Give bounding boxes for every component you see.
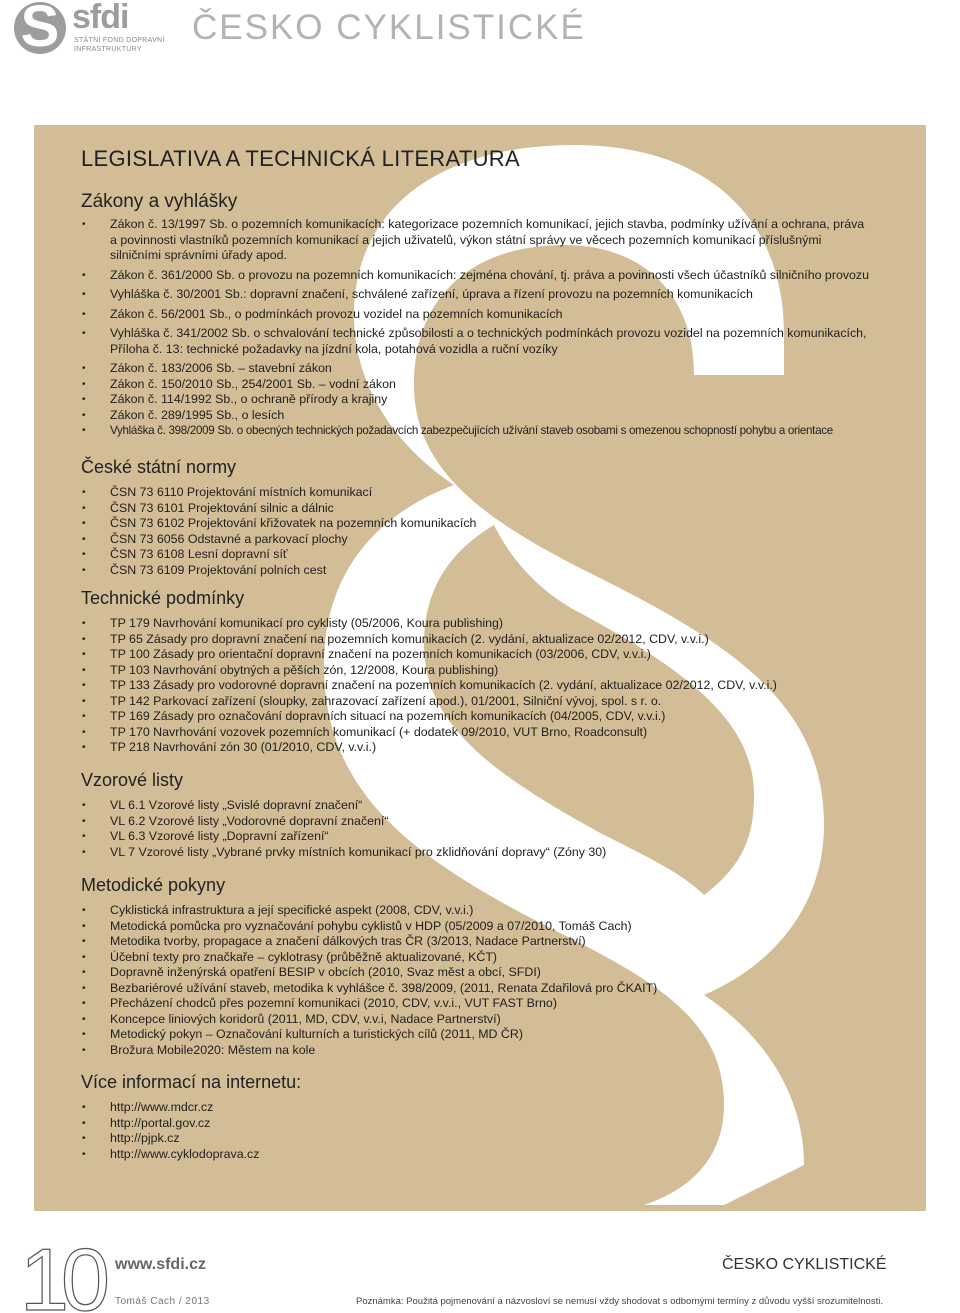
list-item: • TP 142 Parkovací zařízení (sloupky, zahrazovací zařízení apod.), 01/2001, Silniční vývoj, spol. s r. o.: [81, 694, 871, 710]
link-mdcr[interactable]: • http://www.mdcr.cz: [81, 1100, 871, 1116]
footer-author: Tomáš Cach / 2013: [115, 1296, 210, 1307]
footer-note: Poznámka: Použitá pojmenování a názvosloví se nemusí vždy shodovat s odbornými termíny z důvodu vyšší srozumitelnosti.: [356, 1296, 883, 1307]
list-item: • ČSN 73 6109 Projektování polních cest: [81, 563, 871, 579]
list-item: • Metodická pomůcka pro vyznačování pohybu cyklistů v HDP (05/2009 a 07/2010, Tomáš Cach): [81, 919, 871, 935]
list-item: • Zákon č. 289/1995 Sb., o lesích: [81, 408, 871, 424]
guides-list: [81, 903, 871, 1058]
list-item: • VL 7 Vzorové listy „Vybrané prvky místních komunikací pro zklidňování dopravy“ (Zóny 30): [81, 845, 871, 861]
logo-name: sfdi: [72, 0, 129, 36]
list-item: • ČSN 73 6102 Projektování křižovatek na pozemních komunikacích: [81, 516, 871, 532]
list-item: • Zákon č. 114/1992 Sb., o ochraně přírody a krajiny: [81, 392, 871, 408]
list-item: • TP 65 Zásady pro dopravní značení na pozemních komunikacích (2. vydání, aktualizace 02/2012, CDV, v.v.i.): [81, 632, 871, 648]
list-item: • VL 6.2 Vzorové listy „Vodorovné dopravní značení“: [81, 814, 871, 830]
sheets-heading: Vzorové listy: [81, 770, 184, 790]
section-guides: [81, 875, 871, 1058]
logo-subtitle-2: INFRASTRUKTURY: [74, 46, 142, 53]
link-cyklodoprava[interactable]: • http://www.cyklodoprava.cz: [81, 1147, 871, 1163]
list-item: • Metodika tvorby, propagace a značení dálkových tras ČR (3/2013, Nadace Partnerství): [81, 934, 871, 950]
list-item: • Přecházení chodců přes pozemní komunikaci (2010, CDV, v.v.i., VUT FAST Brno): [81, 996, 871, 1012]
norms-list: [81, 485, 871, 578]
section-sheets: [81, 770, 871, 860]
list-item: • TP 169 Zásady pro označování dopravních situací na pozemních komunikacích (04/2005, CDV, v.v.i.): [81, 709, 871, 725]
list-item: • ČSN 73 6110 Projektování místních komunikací: [81, 485, 871, 501]
list-item: • TP 133 Zásady pro vodorovné dopravní značení na pozemních komunikacích (2. vydání, aktualizace 02/2012, CDV, v.v.i.): [81, 678, 871, 694]
list-item: • Vyhláška č. 30/2001 Sb.: dopravní značení, schválené zařízení, úprava a řízení provozu na pozemních komunikacích: [81, 287, 871, 303]
list-item: • Metodický pokyn – Označování kulturních a turistických cílů (2011, MD ČR): [81, 1027, 871, 1043]
list-item: • Koncepce liniových koridorů (2011, MD, CDV, v.v.i, Nadace Partnerství): [81, 1012, 871, 1028]
links-list: [81, 1100, 871, 1162]
section-links: [81, 1072, 871, 1162]
footer-website[interactable]: www.sfdi.cz: [115, 1256, 206, 1273]
list-item: • Zákon č. 13/1997 Sb. o pozemních komunikacích: kategorizace pozemních komunikací, jejich stavba, podmínky užívání a ochrana, práva a povinnosti vlastníků pozemních komunikací a jejich uživatelů, výkon státní správy ve věcech pozemních komunikací příslušnými silničními správními úřady apod.: [81, 217, 871, 264]
list-item: • Zákon č. 56/2001 Sb., o podmínkách provozu vozidel na pozemních komunikacích: [81, 307, 871, 323]
logo-letter: S: [20, 0, 60, 59]
sfdi-logo-mark: [14, 0, 66, 59]
list-item: • Vyhláška č. 398/2009 Sb. o obecných technických požadavcích zabezpečujících užívání staveb osobami s omezenou schopností pohybu a orientace: [81, 423, 871, 439]
norms-heading: České státní normy: [81, 457, 237, 477]
list-item: • Zákon č. 183/2006 Sb. – stavební zákon: [81, 361, 871, 377]
section-tech: [81, 588, 871, 756]
list-item: • Účební texty pro značkaře – cyklotrasy (průběžně aktualizované, KČT): [81, 950, 871, 966]
laws-list: [81, 217, 871, 357]
svg-text:10: 10: [20, 1242, 102, 1312]
main-title-wrap: [81, 146, 520, 172]
sfdi-logo: [14, 0, 174, 59]
list-item: • Zákon č. 150/2010 Sb., 254/2001 Sb. – vodní zákon: [81, 377, 871, 393]
link-pjpk[interactable]: • http://pjpk.cz: [81, 1131, 871, 1147]
footer-title: ČESKO CYKLISTICKÉ: [722, 1256, 887, 1273]
list-item: • ČSN 73 6056 Odstavné a parkovací plochy: [81, 532, 871, 548]
list-item: • Dopravně inženýrská opatření BESIP v obcích (2010, Svaz měst a obcí, SFDI): [81, 965, 871, 981]
section-norms: [81, 457, 871, 578]
list-item: • VL 6.1 Vzorové listy „Svislé dopravní značení“: [81, 798, 871, 814]
list-item: • ČSN 73 6101 Projektování silnic a dálnic: [81, 501, 871, 517]
list-item: • Brožura Mobile2020: Městem na kole: [81, 1043, 871, 1059]
list-item: • Vyhláška č. 341/2002 Sb. o schvalování technické způsobilosti a o technických podmínkách provozu vozidel na pozemních komunikacích, Příloha č. 13: technické požadavky na jízdní kola, potahová vozidla a ruční vozíky: [81, 326, 871, 357]
main-title: LEGISLATIVA A TECHNICKÁ LITERATURA: [81, 146, 520, 171]
list-item: • ČSN 73 6108 Lesní dopravní síť: [81, 547, 871, 563]
page-number: [20, 1242, 110, 1312]
tech-heading: Technické podmínky: [81, 588, 245, 608]
laws-list-2: [81, 361, 871, 439]
list-item: • TP 170 Navrhování vozovek pozemních komunikací (+ dodatek 09/2010, VUT Brno, Roadconsult): [81, 725, 871, 741]
section-laws: [81, 191, 871, 439]
list-item: • TP 103 Navrhování obytných a pěších zón, 12/2008, Koura publishing): [81, 663, 871, 679]
list-item: • VL 6.3 Vzorové listy „Dopravní zařízení“: [81, 829, 871, 845]
list-item: • TP 100 Zásady pro orientační dopravní značení na pozemních komunikacích (03/2006, CDV, v.v.i.): [81, 647, 871, 663]
link-portal[interactable]: • http://portal.gov.cz: [81, 1116, 871, 1132]
logo-subtitle-1: STÁTNÍ FOND DOPRAVNÍ: [74, 37, 165, 44]
list-item: • Cyklistická infrastruktura a její specifické aspekt (2008, CDV, v.v.i.): [81, 903, 871, 919]
laws-heading: Zákony a vyhlášky: [81, 191, 238, 212]
list-item: • Bezbariérové užívání staveb, metodika k vyhlášce č. 398/2009, (2011, Renata Zdařilová pro ČKAIT): [81, 981, 871, 997]
guides-heading: Metodické pokyny: [81, 875, 226, 895]
sheets-list: [81, 798, 871, 860]
list-item: • Zákon č. 361/2000 Sb. o provozu na pozemních komunikacích: zejména chování, tj. práva a povinnosti všech účastníků silničního provozu: [81, 268, 871, 284]
links-heading: Více informací na internetu:: [81, 1072, 302, 1092]
tech-list: [81, 616, 871, 756]
header-title: ČESKO CYKLISTICKÉ: [192, 8, 586, 47]
list-item: • TP 179 Navrhování komunikací pro cyklisty (05/2006, Koura publishing): [81, 616, 871, 632]
list-item: • TP 218 Navrhování zón 30 (01/2010, CDV, v.v.i.): [81, 740, 871, 756]
